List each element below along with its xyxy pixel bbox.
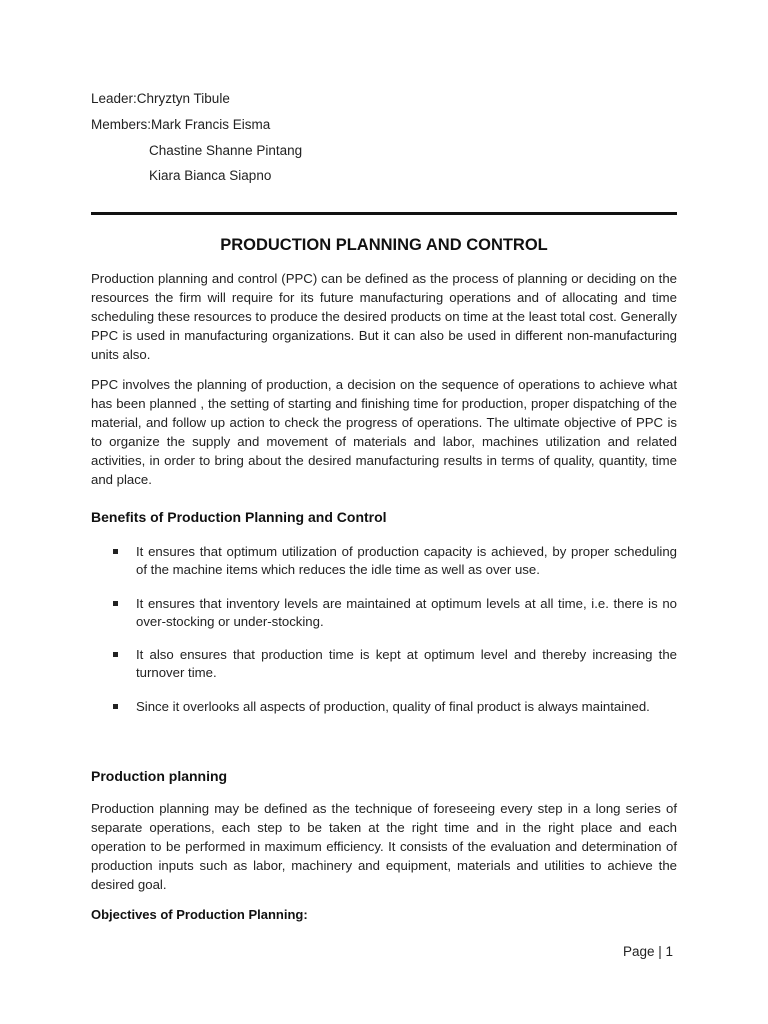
list-item-text: It also ensures that production time is kept at optimum level and thereby increasing the turnover time. xyxy=(136,647,677,680)
horizontal-rule xyxy=(91,212,677,215)
intro-paragraph: PPC involves the planning of production, a decision on the sequence of operations to achieve what has been planned , the setting of starting and finishing time for production, proper dispatching of the material, and follow up action to check the progress of operations. The ultimate objective of PPC is to organize the supply and movement of materials and labor, machines utilization and related activities, in order to bring about the desired manufacturing results in terms of quality, quantity, time and place. xyxy=(91,377,677,487)
list-item xyxy=(113,543,677,579)
member-line: Kiara Bianca Siapno xyxy=(149,168,272,183)
list-item-text: It ensures that inventory levels are maintained at optimum levels at all time, i.e. there is no over-stocking or under-stocking. xyxy=(136,596,677,629)
list-item-text: Since it overlooks all aspects of production, quality of final product is always maintained. xyxy=(136,699,650,714)
member-line: Chastine Shanne Pintang xyxy=(149,143,303,158)
page-title: PRODUCTION PLANNING AND CONTROL xyxy=(220,236,548,254)
list-item xyxy=(113,595,677,631)
intro-paragraph: Production planning and control (PPC) can be defined as the process of planning or deciding on the resources the firm will require for its future manufacturing operations and of allocating and time scheduling these resources to produce the desired products on time at the least total cost. Generally PPC is used in manufacturing organizations. But it can also be used in different non-manufacturing units also. xyxy=(91,271,677,362)
section-heading: Benefits of Production Planning and Control xyxy=(91,509,387,525)
bullet-icon xyxy=(113,652,118,657)
members-line: Members:Mark Francis Eisma xyxy=(91,117,271,132)
bullet-icon xyxy=(113,704,118,709)
page-number: Page | 1 xyxy=(622,944,673,959)
bullet-icon xyxy=(113,601,118,606)
list-item-text: It ensures that optimum utilization of production capacity is achieved, by proper scheduling of the machine items which reduces the idle time as well as over use. xyxy=(136,544,677,577)
bullet-icon xyxy=(113,549,118,554)
section-heading: Production planning xyxy=(91,768,228,784)
list-item xyxy=(113,646,677,682)
leader-line: Leader:Chryztyn Tibule xyxy=(91,91,230,106)
list-item xyxy=(113,698,677,716)
subsection-heading: Objectives of Production Planning: xyxy=(91,907,308,922)
section-paragraph: Production planning may be defined as the technique of foreseeing every step in a long series of separate operations, each step to be taken at the right time and in the right place and each operation to be performed in maximum efficiency. It consists of the evaluation and determination of production inputs such as labor, machinery and equipment, materials and utilities to achieve the desired goal. xyxy=(91,801,677,892)
